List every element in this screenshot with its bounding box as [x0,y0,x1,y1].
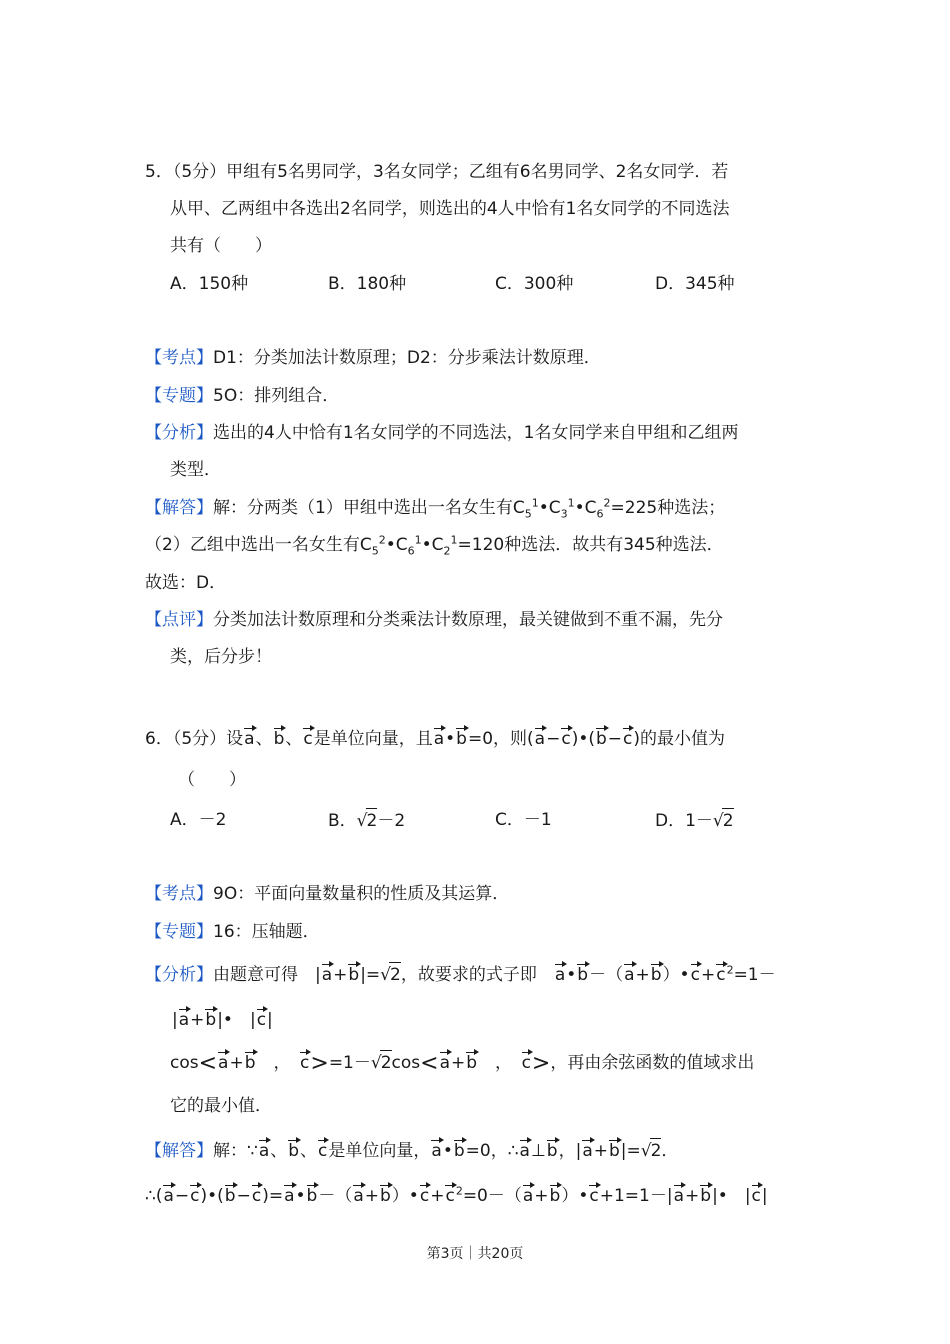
eq-one-minus: =1－ [328,1053,371,1073]
zhuanti-text: 16：压轴题． [213,922,320,942]
q5-option-a: A．150种 [170,274,249,294]
q5-zhuanti [145,384,339,408]
fenxi-end: =1－ [733,965,776,985]
q6-fenxi: 【分析】由题意可得 |a+b|=√2，故要求的式子即 $a•b-(a+b)•c+c^2=1-$ [145,963,776,985]
q6-option-a: A．－2 [170,810,227,830]
q5-stem-line1: 5．（5分）甲组有5名男同学，3名女同学；乙组有6名男同学、2名女同学．若 [145,162,729,182]
cos-word-2: cos [391,1053,421,1073]
kaodian-text: 9O：平面向量数量积的性质及其运算． [213,884,510,904]
eq-zero: =0 [462,1186,488,1206]
fenxi-tag: 【分析】 [145,423,213,443]
q6-option-b-tail: －2 [377,811,406,831]
q5-stem-line3: 共有（ ） [170,236,272,256]
q5-fenxi-line2: 类型． [170,460,221,480]
combination-expr-2: $C_5^2•C_6^1•C_2^1$ [359,533,458,558]
cos-word: cos [170,1053,199,1073]
q5-kaodian [145,346,601,370]
combination-expr-1: $C_5^1•C_3^1•C_6^2$ [512,496,611,521]
q6-fenxi-line4: 它的最小值． [170,1096,272,1116]
zhuanti-text: 5O：排列组合． [213,386,340,406]
q5-dianping-line2: 类，后分步！ [170,647,272,667]
q6-option-b: B．√2－2 [328,808,405,833]
q5-option-d: D．345种 [655,274,735,294]
jieda-tail: =225种选法； [610,498,726,518]
q5-fenxi [145,421,738,445]
dianping-tag: 【点评】 [145,610,213,630]
therefore-sign: ∴ [145,1186,156,1206]
q5-dianping [145,608,723,632]
kaodian-tag: 【考点】 [145,884,213,904]
jieda-prefix: 解：分两类（1）甲组中选出一名女生有 [213,498,513,518]
plus-one: +1=1－ [599,1186,667,1206]
zhuanti-tag: 【专题】 [145,922,213,942]
jieda-tag: 【解答】 [145,1141,213,1161]
q6-option-d-label: D．1－ [655,811,713,831]
q6-option-d: D．1－√2 [655,808,734,833]
q6-unit-text: 是单位向量，且 [313,729,433,749]
fenxi-text: 选出的4人中恰有1名女同学的不同选法，1名女同学来自甲组和乙组两 [213,423,739,443]
q6-jieda-line2: $\therefore(a-c)•(b-c)=a•b-(a+b)•c+c^2=0-(a+b)•c+1=1-|a+b|•$ |c| [145,1184,768,1206]
q5-jieda [145,496,725,520]
q6-fenxi-line3: cos<a+b ， c>=1－√2cos<a+b ， c>，再由余弦函数的值域求出 [170,1051,755,1076]
q5-option-b: B．180种 [328,274,407,294]
jieda-tag: 【解答】 [145,498,213,518]
fenxi-tag: 【分析】 [145,965,213,985]
q6-jieda: 【解答】解：∵a、b、c是单位向量，a•b=0，∴a⊥b，|a+b|=√2． [145,1138,678,1163]
kaodian-text: D1：分类加法计数原理；D2：分步乘法计数原理． [213,348,601,368]
fenxi-mid: ，故要求的式子即 [400,965,537,985]
kaodian-tag: 【考点】 [145,348,213,368]
page-footer: 第3页｜共20页 [426,1246,524,1262]
q6-paren: （ ） [178,770,246,790]
q6-zero-then: =0，则 [467,729,528,749]
jieda-line2-prefix: （2）乙组中选出一名女生有 [145,535,360,555]
jieda-unit: 是单位向量， [328,1141,431,1161]
q6-tail: 的最小值为 [640,729,726,749]
q6-option-c: C．－1 [495,810,552,830]
q6-fenxi-line2: |a+b|• |c| [172,1010,273,1030]
jieda-lead: 解：∵ [213,1141,258,1161]
jieda-line2-tail: =120种选法．故共有345种选法． [457,535,724,555]
q6-kaodian [145,882,509,906]
q6-zhuanti [145,920,320,944]
q5-jieda-line2 [145,533,724,557]
fenxi-lead: 由题意可得 [213,965,298,985]
fenxi-rest: ，再由余弦函数的值域求出 [550,1053,755,1073]
q6-stem-line1: 6．（5分）设a、b、c是单位向量，且a•b=0，则(a−c)•(b−c)的最小值为 [145,729,726,749]
q5-answer: 故选：D． [145,573,227,593]
q6-prefix: 6．（5分）设 [145,729,244,749]
zhuanti-tag: 【专题】 [145,386,213,406]
q5-option-c: C．300种 [495,274,574,294]
q5-stem-line2: 从甲、乙两组中各选出2名同学，则选出的4人中恰有1名女同学的不同选法 [170,199,730,219]
q6-option-b-label: B． [328,811,357,831]
dianping-text: 分类加法计数原理和分类乘法计数原理，最关键做到不重不漏，先分 [213,610,723,630]
